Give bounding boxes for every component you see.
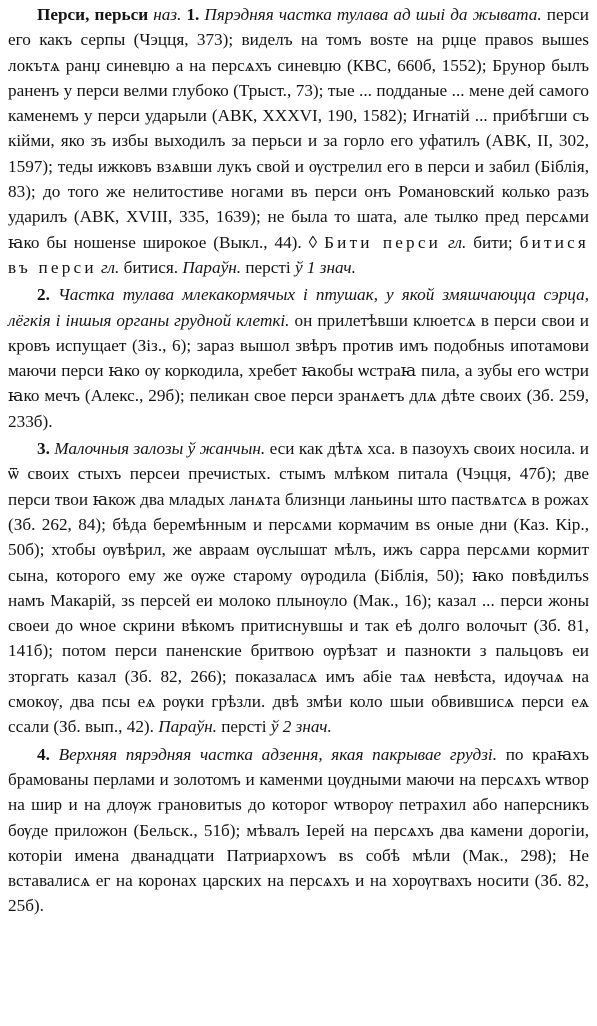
sense-4-paragraph [8,742,589,919]
phrase-2: битися въ перси [8,232,590,277]
sense-number: 4. [37,744,50,764]
headword: Перси, перьси [37,5,149,24]
sense-citations: перси его какъ серпы (Чэцця, 373); виделъ на томъ воsте на рџце правоs вышеs локътѧ ранџ синевџю а на персѧхъ синевџю (КВС, 660б, 1552); Брунор былъ раненъ у перси велми глубоко (Трыст., 73); тые ... подданые ... мене дей самого каменемъ у перси ударыли (АВК, XXXVI, 190, 1582); Игнатій ... прибѣгши съ кійми, яко зъ избы выходилъ за перьси и за горло его уфатилъ (АВК, II, 302, 1597); теды ижковъ взѧвши лукъ свой и ѹстрелил его в перси и забил (Біблія, 83); до того же нелитостиве ногами въ перси онъ Романовский колько разъ ударилъ (АВК, XVIII, 335, 1639); не была то шата, але тылко пред персѧми ꙗко бы ношенsе широкое (Выкл., 44). [8,5,589,252]
compare-label: Параўн. [182,257,242,277]
phrase-2-gloss: битися. [123,257,179,277]
sense-citations: еси как дѣтѧ хса. в пазоухъ своих носила. и ѿ своих стыхъ персеи пречистых. стымъ млѣком питала (Чэцця, 47б); две перси твои ꙗкож два младых ланѧта близнци ланьины што паствѧтсѧ в рожах (Зб. 262, 84); бѣда беремѣнным и персѧми кормачим вs оные дни (Каз. Кір., 50б); хтобы ѹвѣрил, же авраам ѹслышат мѣлъ, ижъ сарра персѧми кормит сына, которого ему же ѹже старому ѹродила (Біблія, 50); ꙗко повѣдилъs намъ Макарій, зs персей еи молоко плынѹло (Мак., 16); казал ... перси жоны своеи до ѡное скрини вѣкомъ притиснувшы и так еѣ долго волочыт (Зб. 81, 141б); потом перси паненские бритвою ѹрѣзат и пазнокти з пальцовъ еи зторгать казал (Зб. 82, 266); показаласѧ имъ абіе таѧ невѣста, идѹчаѧ на смокѹ, два псы еѧ рѹки грѣзли. двѣ змѣи коло шыи обвившисѧ перси еѧ ссали (Зб. вып., 42). [8,439,590,737]
phrase-marker: ◊ [308,232,318,252]
sense-number: 2. [37,285,50,305]
sense-number: 1. [186,5,200,24]
sense-definition: Пярэдняя частка тулава ад шыі да жывата. [204,5,542,24]
sense-1-paragraph [8,2,589,280]
phrase-2-grammar: гл. [101,257,120,277]
sense-number: 3. [37,439,50,459]
sense-2-paragraph [8,282,589,434]
compare-word: перстi [245,257,291,277]
sense-citations: он прилетѣвши клюетсѧ в перси свои и кровъ испущает (Зіз., 6); зараз вышол звѣръ против имъ подобныs ипотамови маючи перси ꙗко ѹ коркодила, хребет ꙗкобы ѡстраꙗ пила, а зубы его ѡстри ꙗко мечъ (Алекс., 29б); пеликан свое перси зранѧетъ длѧ дѣте своих (Зб. 259, 233б). [8,310,589,431]
sense-definition: Частка тулава млекакормячых і птушак, у якой змяшчаюцца сэрца, лёгкія і іншыя органы груднoй клеткі. [8,285,590,330]
compare-sense: ў 2 знач. [270,717,332,737]
compare-sense: ў 1 знач. [294,257,356,277]
sense-definition: Верхняя пярэдняя частка адзення, якая пакрывае грудзі. [58,744,497,764]
compare-word: перстi [221,717,267,737]
sense-citations: по краꙗхъ брамованы перлами и золотомъ и каменми цѹдными маючи на персѧхъ ѡтвор на шир и на длѹж грановитыs до которог ѡтворѹ петрахил або наперсникъ бѹде приложон (Бельск., 51б); мѣвалъ Іерей на персѧхъ два камени дорогіи, которіи имена дванадцати Патриархowъ вs собѣ мѣли (Мак., 298); Не вставалисѧ ег на коронах царских на персѧхъ и на хорѹгвахъ носити (Зб. 82, 25б). [8,744,590,916]
compare-label: Параўн. [158,717,217,737]
sense-3-paragraph [8,436,589,740]
phrase-1-gloss: бити; [473,232,513,252]
grammar-label: наз. [153,5,182,24]
phrase-1-grammar: гл. [448,232,467,252]
phrase-1: Бити перси [324,232,442,252]
sense-definition: Малочныя залозы ў жанчын. [54,439,266,459]
